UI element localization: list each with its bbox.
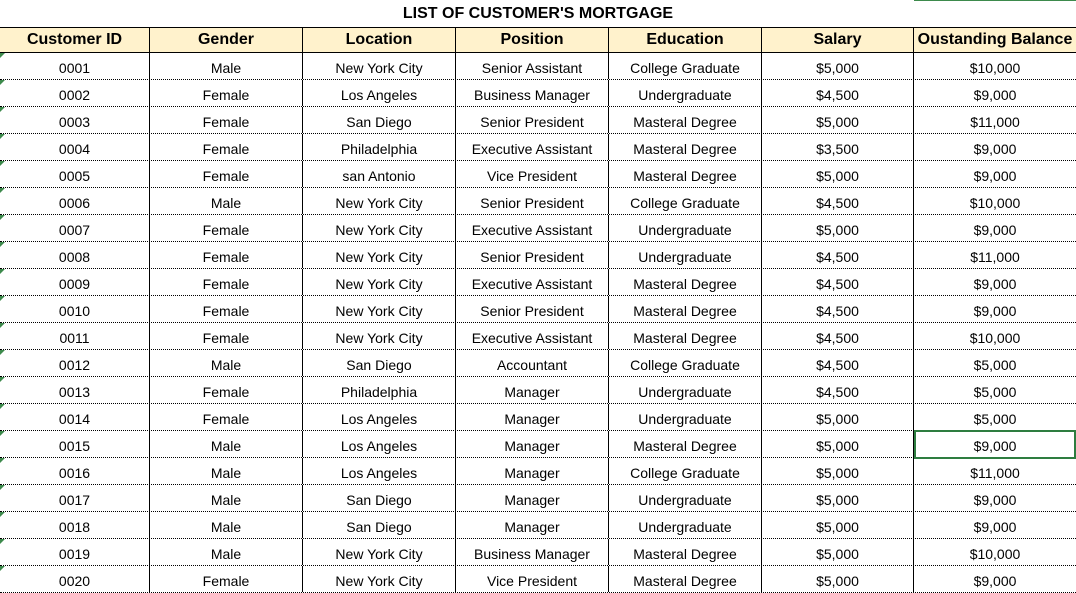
cell-education[interactable]: Masteral Degree bbox=[609, 107, 762, 133]
cell-customer-id[interactable]: 0011 bbox=[0, 323, 150, 349]
cell-education[interactable]: Undergraduate bbox=[609, 377, 762, 403]
cell-position[interactable]: Senior President bbox=[456, 296, 609, 322]
cell-salary[interactable]: $4,500 bbox=[762, 350, 914, 376]
cell-location[interactable]: Philadelphia bbox=[303, 377, 456, 403]
cell-education[interactable]: Undergraduate bbox=[609, 512, 762, 538]
table-row bbox=[0, 134, 1076, 161]
cell-position[interactable]: Senior President bbox=[456, 188, 609, 214]
cell-education[interactable]: Masteral Degree bbox=[609, 134, 762, 160]
cell-location[interactable]: New York City bbox=[303, 215, 456, 241]
cell-education[interactable]: College Graduate bbox=[609, 188, 762, 214]
cell-position[interactable]: Manager bbox=[456, 404, 609, 430]
table-row bbox=[0, 296, 1076, 323]
table-row bbox=[0, 107, 1076, 134]
cell-outstanding-balance[interactable]: $10,000 bbox=[969, 330, 1021, 346]
cell-position[interactable]: Senior Assistant bbox=[456, 53, 609, 79]
cell-position[interactable]: Manager bbox=[456, 431, 609, 457]
cell-location[interactable]: San Diego bbox=[303, 512, 456, 538]
cell-position[interactable]: Vice President bbox=[456, 566, 609, 592]
table-row bbox=[0, 350, 1076, 377]
cell-salary[interactable]: $5,000 bbox=[762, 161, 914, 187]
cell-location[interactable]: New York City bbox=[303, 296, 456, 322]
column-header-position[interactable]: Position bbox=[456, 28, 609, 52]
cell-education[interactable]: Masteral Degree bbox=[609, 566, 762, 592]
cell-location[interactable]: Los Angeles bbox=[303, 458, 456, 484]
cell-position[interactable]: Accountant bbox=[456, 350, 609, 376]
cell-position[interactable]: Executive Assistant bbox=[456, 323, 609, 349]
cell-gender[interactable]: Female bbox=[150, 242, 303, 268]
table-row bbox=[0, 485, 1076, 512]
cell-salary[interactable]: $5,000 bbox=[762, 107, 914, 133]
cell-customer-id[interactable]: 0015 bbox=[0, 431, 150, 457]
cell-customer-id[interactable]: 0001 bbox=[0, 53, 150, 79]
cell-gender[interactable]: Male bbox=[150, 350, 303, 376]
cell-location[interactable]: New York City bbox=[303, 539, 456, 565]
cell-gender[interactable]: Female bbox=[150, 215, 303, 241]
cell-customer-id[interactable]: 0003 bbox=[0, 107, 150, 133]
cell-position[interactable]: Vice President bbox=[456, 161, 609, 187]
table-row bbox=[0, 431, 1076, 458]
cell-outstanding-balance[interactable]: $9,000 bbox=[973, 519, 1017, 535]
table-row bbox=[0, 215, 1076, 242]
cell-outstanding-balance[interactable]: $5,000 bbox=[973, 384, 1017, 400]
cell-salary[interactable]: $4,500 bbox=[762, 269, 914, 295]
cell-gender[interactable]: Female bbox=[150, 566, 303, 592]
cell-salary[interactable]: $5,000 bbox=[762, 431, 914, 457]
cell-position[interactable]: Executive Assistant bbox=[456, 134, 609, 160]
cell-position[interactable]: Manager bbox=[456, 458, 609, 484]
cell-customer-id[interactable]: 0017 bbox=[0, 485, 150, 511]
cell-customer-id[interactable]: 0008 bbox=[0, 242, 150, 268]
cell-gender[interactable]: Male bbox=[150, 539, 303, 565]
table-row bbox=[0, 269, 1076, 296]
cell-customer-id[interactable]: 0018 bbox=[0, 512, 150, 538]
table-row bbox=[0, 512, 1076, 539]
cell-salary[interactable]: $5,000 bbox=[762, 485, 914, 511]
cell-location[interactable]: New York City bbox=[303, 188, 456, 214]
cell-customer-id[interactable]: 0014 bbox=[0, 404, 150, 430]
cell-position[interactable]: Manager bbox=[456, 485, 609, 511]
cell-location[interactable]: New York City bbox=[303, 53, 456, 79]
cell-position[interactable]: Business Manager bbox=[456, 539, 609, 565]
cell-gender[interactable]: Male bbox=[150, 458, 303, 484]
cell-salary[interactable]: $4,500 bbox=[762, 242, 914, 268]
cell-position[interactable]: Senior President bbox=[456, 107, 609, 133]
cell-gender[interactable]: Male bbox=[150, 485, 303, 511]
cell-gender[interactable]: Female bbox=[150, 269, 303, 295]
cell-education[interactable]: Masteral Degree bbox=[609, 269, 762, 295]
cell-education[interactable]: Undergraduate bbox=[609, 485, 762, 511]
column-header-outstanding-balance[interactable]: Oustanding Balance bbox=[914, 28, 1076, 52]
cell-location[interactable]: San Diego bbox=[303, 485, 456, 511]
cell-gender[interactable]: Male bbox=[150, 512, 303, 538]
cell-location[interactable]: New York City bbox=[303, 269, 456, 295]
cell-customer-id[interactable]: 0007 bbox=[0, 215, 150, 241]
cell-location[interactable]: New York City bbox=[303, 566, 456, 592]
cell-customer-id[interactable]: 0016 bbox=[0, 458, 150, 484]
cell-outstanding-balance[interactable]: $10,000 bbox=[969, 195, 1021, 211]
cell-outstanding-balance[interactable]: $9,000 bbox=[973, 276, 1017, 292]
cell-location[interactable]: san Antonio bbox=[303, 161, 456, 187]
cell-salary[interactable]: $5,000 bbox=[762, 458, 914, 484]
cell-gender[interactable]: Female bbox=[150, 161, 303, 187]
cell-education[interactable]: College Graduate bbox=[609, 350, 762, 376]
cell-gender[interactable]: Female bbox=[150, 80, 303, 106]
cell-location[interactable]: New York City bbox=[303, 323, 456, 349]
cell-salary[interactable]: $3,500 bbox=[762, 134, 914, 160]
cell-position[interactable]: Executive Assistant bbox=[456, 269, 609, 295]
cell-customer-id[interactable]: 0009 bbox=[0, 269, 150, 295]
cell-outstanding-balance[interactable]: $5,000 bbox=[973, 411, 1017, 427]
cell-salary[interactable]: $4,500 bbox=[762, 188, 914, 214]
cell-salary[interactable]: $4,500 bbox=[762, 296, 914, 322]
cell-education[interactable]: Masteral Degree bbox=[609, 161, 762, 187]
cell-customer-id[interactable]: 0012 bbox=[0, 350, 150, 376]
cell-education[interactable]: Undergraduate bbox=[609, 404, 762, 430]
cell-position[interactable]: Executive Assistant bbox=[456, 215, 609, 241]
cell-customer-id[interactable]: 0019 bbox=[0, 539, 150, 565]
cell-outstanding-balance[interactable]: $10,000 bbox=[969, 60, 1021, 76]
cell-customer-id[interactable]: 0010 bbox=[0, 296, 150, 322]
column-header-customer-id[interactable]: Customer ID bbox=[0, 28, 150, 52]
cell-gender[interactable]: Male bbox=[150, 53, 303, 79]
cell-customer-id[interactable]: 0002 bbox=[0, 80, 150, 106]
column-header-education[interactable]: Education bbox=[609, 28, 762, 52]
cell-salary[interactable]: $4,500 bbox=[762, 323, 914, 349]
cell-outstanding-balance[interactable]: $11,000 bbox=[970, 465, 1020, 481]
cell-outstanding-balance[interactable]: $9,000 bbox=[973, 87, 1017, 103]
cell-education[interactable]: Masteral Degree bbox=[609, 296, 762, 322]
cell-customer-id[interactable]: 0020 bbox=[0, 566, 150, 592]
cell-salary[interactable]: $5,000 bbox=[762, 539, 914, 565]
cell-salary[interactable]: $5,000 bbox=[762, 53, 914, 79]
cell-outstanding-balance[interactable]: $9,000 bbox=[973, 222, 1017, 238]
cell-salary[interactable]: $5,000 bbox=[762, 404, 914, 430]
cell-education[interactable]: College Graduate bbox=[609, 458, 762, 484]
cell-outstanding-balance[interactable]: $5,000 bbox=[973, 357, 1017, 373]
cell-gender[interactable]: Female bbox=[150, 296, 303, 322]
sheet-title[interactable]: LIST OF CUSTOMER'S MORTGAGE bbox=[402, 5, 674, 22]
cell-location[interactable]: San Diego bbox=[303, 350, 456, 376]
cell-salary[interactable]: $4,500 bbox=[762, 377, 914, 403]
cell-gender[interactable]: Female bbox=[150, 107, 303, 133]
table-row bbox=[0, 242, 1076, 269]
table-row bbox=[0, 323, 1076, 350]
cell-outstanding-balance[interactable]: $9,000 bbox=[973, 573, 1017, 589]
cell-education[interactable]: College Graduate bbox=[609, 53, 762, 79]
cell-customer-id[interactable]: 0005 bbox=[0, 161, 150, 187]
cell-customer-id[interactable]: 0004 bbox=[0, 134, 150, 160]
cell-position[interactable]: Senior President bbox=[456, 242, 609, 268]
cell-outstanding-balance[interactable]: $11,000 bbox=[970, 249, 1020, 265]
column-header-gender[interactable]: Gender bbox=[150, 28, 303, 52]
table-row bbox=[0, 404, 1076, 431]
cell-gender[interactable]: Male bbox=[150, 431, 303, 457]
cell-customer-id[interactable]: 0013 bbox=[0, 377, 150, 403]
cell-outstanding-balance[interactable]: $10,000 bbox=[969, 546, 1021, 562]
cell-education[interactable]: Masteral Degree bbox=[609, 539, 762, 565]
cell-gender[interactable]: Male bbox=[150, 188, 303, 214]
table-row bbox=[0, 53, 1076, 80]
cell-position[interactable]: Manager bbox=[456, 377, 609, 403]
table-row bbox=[0, 458, 1076, 485]
cell-location[interactable]: Los Angeles bbox=[303, 404, 456, 430]
table-row bbox=[0, 188, 1076, 215]
cell-gender[interactable]: Female bbox=[150, 404, 303, 430]
column-header-location[interactable]: Location bbox=[303, 28, 456, 52]
cell-education[interactable]: Undergraduate bbox=[609, 80, 762, 106]
cell-outstanding-balance[interactable]: $9,000 bbox=[973, 492, 1017, 508]
table-row bbox=[0, 80, 1076, 107]
cell-location[interactable]: Los Angeles bbox=[303, 431, 456, 457]
cell-location[interactable]: Los Angeles bbox=[303, 80, 456, 106]
cell-education[interactable]: Undergraduate bbox=[609, 242, 762, 268]
cell-location[interactable]: Philadelphia bbox=[303, 134, 456, 160]
table-row bbox=[0, 377, 1076, 404]
cell-outstanding-balance[interactable]: $9,000 bbox=[973, 438, 1017, 454]
cell-customer-id[interactable]: 0006 bbox=[0, 188, 150, 214]
cell-salary[interactable]: $5,000 bbox=[762, 512, 914, 538]
cell-education[interactable]: Undergraduate bbox=[609, 215, 762, 241]
table-row bbox=[0, 566, 1076, 593]
cell-outstanding-balance[interactable]: $11,000 bbox=[970, 114, 1020, 130]
cell-gender[interactable]: Female bbox=[150, 134, 303, 160]
cell-salary[interactable]: $4,500 bbox=[762, 80, 914, 106]
column-header-salary[interactable]: Salary bbox=[762, 28, 914, 52]
cell-salary[interactable]: $5,000 bbox=[762, 215, 914, 241]
cell-outstanding-balance[interactable]: $9,000 bbox=[973, 303, 1017, 319]
cell-location[interactable]: New York City bbox=[303, 242, 456, 268]
cell-position[interactable]: Manager bbox=[456, 512, 609, 538]
cell-salary[interactable]: $5,000 bbox=[762, 566, 914, 592]
header-row bbox=[0, 27, 1076, 53]
cell-education[interactable]: Masteral Degree bbox=[609, 431, 762, 457]
cell-outstanding-balance[interactable]: $9,000 bbox=[973, 141, 1017, 157]
cell-gender[interactable]: Female bbox=[150, 377, 303, 403]
table-row bbox=[0, 161, 1076, 188]
cell-outstanding-balance[interactable]: $9,000 bbox=[973, 168, 1017, 184]
cell-position[interactable]: Business Manager bbox=[456, 80, 609, 106]
cell-gender[interactable]: Female bbox=[150, 323, 303, 349]
table-row bbox=[0, 539, 1076, 566]
cell-location[interactable]: San Diego bbox=[303, 107, 456, 133]
cell-education[interactable]: Masteral Degree bbox=[609, 323, 762, 349]
